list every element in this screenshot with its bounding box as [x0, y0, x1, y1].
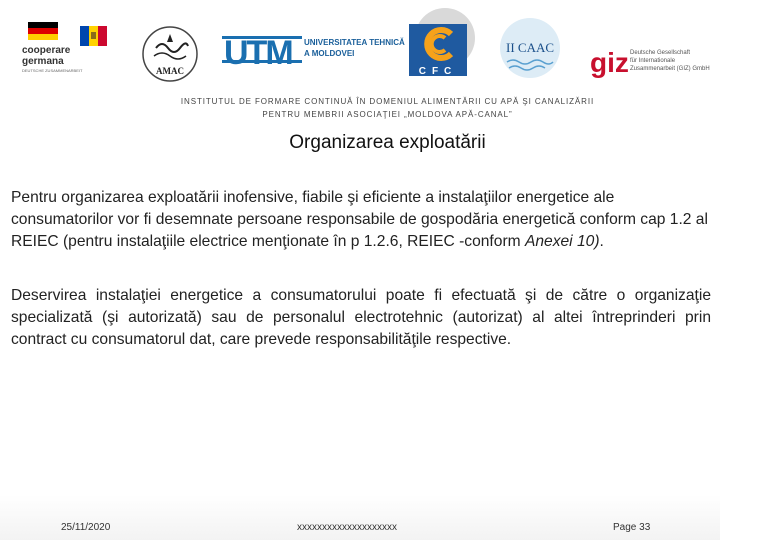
svg-text:für Internationale: für Internationale	[630, 58, 676, 64]
svg-text:giz: giz	[590, 47, 629, 78]
institute-header-line-2: PENTRU MEMBRII ASOCIAŢIEI „MOLDOVA APĂ-CANAL”	[262, 110, 513, 119]
footer-center-text: xxxxxxxxxxxxxxxxxxxx	[297, 522, 397, 533]
slide-title: Organizarea exploatării	[289, 132, 486, 153]
page-number: Page 33	[613, 522, 651, 533]
svg-text:A MOLDOVEI: A MOLDOVEI	[304, 49, 355, 58]
paragraph-1	[11, 187, 711, 253]
paragraph-1-text: Pentru organizarea exploatării inofensive, fiabile şi eficiente a instalaţiilor energetice ale consumatorilor vor fi desemnate persoane responsabile de gospodăria energetică conform cap 1.2 al REIEC (pentru instalaţiile electrice menţionate în p 1.2.6, REIEC -conform	[11, 189, 708, 250]
svg-text:II CAAC: II CAAC	[505, 40, 555, 55]
footer-background	[0, 495, 720, 540]
iicaac-logo	[495, 16, 565, 80]
svg-text:CFC: CFC	[418, 66, 458, 77]
footer-date: 25/11/2020	[61, 522, 111, 533]
giz-logo	[590, 42, 710, 78]
cooperare-germana-logo	[18, 22, 113, 78]
svg-text:UTM: UTM	[224, 34, 292, 72]
institute-header	[0, 95, 775, 121]
annex-reference: Anexei 10)	[524, 233, 600, 250]
cfc-logo	[405, 8, 477, 82]
svg-text:cooperare: cooperare	[22, 45, 71, 56]
paragraph-1-end: .	[599, 233, 604, 250]
svg-text:AMAC: AMAC	[156, 66, 184, 76]
svg-text:germana: germana	[22, 56, 64, 67]
svg-text:Deutsche Gesellschaft: Deutsche Gesellschaft	[630, 50, 691, 56]
institute-header-line-1: INSTITUTUL DE FORMARE CONTINUĂ ÎN DOMENIUL ALIMENTĂRII CU APĂ ŞI CANALIZĂRII	[180, 97, 595, 106]
logo-bar	[0, 0, 720, 90]
paragraph-2: Deservirea instalaţiei energetice a consumatorului poate fi efectuată şi de către o organizaţie specializată (şi autorizată) sau de personalul electrotehnic (autorizat) al altei întreprinderi prin contract cu consumatorul dat, care prevede responsabilităţile respective.	[11, 287, 711, 348]
utm-logo	[222, 30, 405, 72]
svg-text:DEUTSCHE ZUSAMMENARBEIT: DEUTSCHE ZUSAMMENARBEIT	[22, 68, 83, 73]
amac-logo	[140, 24, 202, 84]
svg-text:UNIVERSITATEA TEHNICĂ: UNIVERSITATEA TEHNICĂ	[304, 38, 405, 47]
svg-text:Zusammenarbeit (GIZ) GmbH: Zusammenarbeit (GIZ) GmbH	[630, 66, 710, 72]
